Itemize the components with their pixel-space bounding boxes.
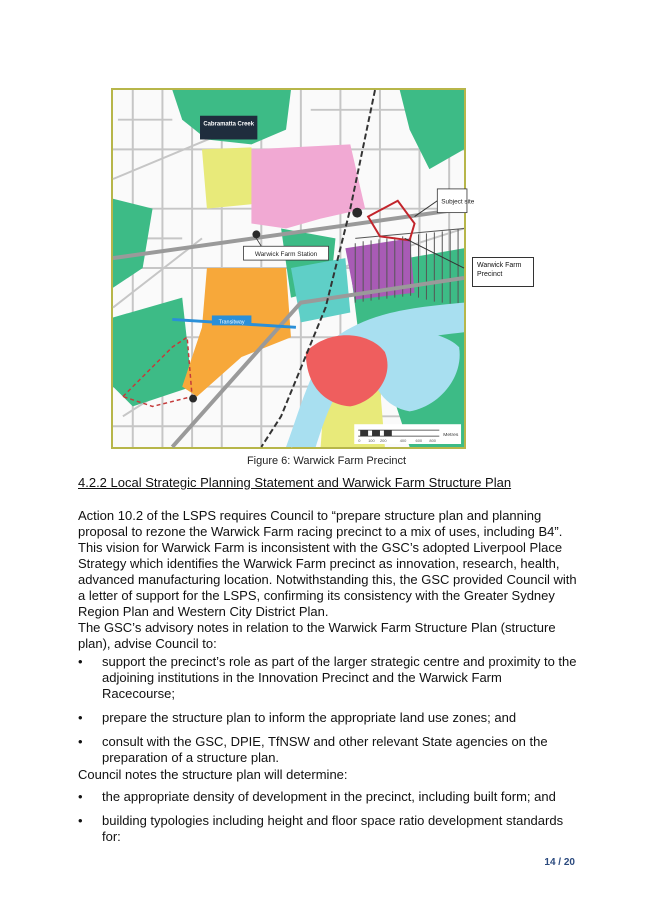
scale-tick-0: 0 (358, 438, 361, 444)
station-dot-mid (252, 230, 260, 238)
green-zone-west (113, 199, 153, 288)
transitway-label: Transitway (218, 319, 245, 326)
scale-tick-800: 800 (429, 438, 436, 444)
section-heading: 4.2.2 Local Strategic Planning Statement and Warwick Farm Structure Plan (78, 475, 512, 490)
scale-unit: Metres (443, 433, 459, 439)
list-item-text: support the precinct’s role as part of the larger strategic centre and proximity to the adjoining institutions in the Innovation Precinct and the Warwick Farm Racecourse; (102, 654, 577, 701)
scale-tick-600: 600 (415, 438, 423, 444)
figure-caption: Figure 6: Warwick Farm Precinct (246, 455, 407, 467)
scale-tick-400: 400 (399, 438, 407, 444)
paragraph-advisory: The GSC’s advisory notes in relation to the Warwick Farm Structure Plan (structure plan), advise Council to: (78, 620, 556, 651)
page-number: 14 / 20 (544, 857, 575, 868)
advisory-list (78, 654, 578, 774)
list-item-text: consult with the GSC, DPIE, TfNSW and other relevant State agencies on the preparation of a structure plan. (102, 734, 548, 765)
teal-zone (291, 258, 350, 322)
list-item-text: the appropriate density of development in the precinct, including built form; and (102, 789, 556, 804)
creek-label-box (200, 116, 257, 140)
transitway-label-box (212, 315, 252, 325)
list-item-text: prepare the structure plan to inform the appropriate land use zones; and (102, 710, 517, 725)
scale-tick-100: 100 (368, 438, 375, 444)
list-item (78, 734, 578, 766)
list-item-text: building typologies including height and floor space ratio development standards for: (102, 813, 564, 844)
station-dot-upper (352, 208, 362, 218)
green-zone-east (400, 90, 464, 169)
precinct-callout (472, 257, 534, 287)
scale-bar (354, 424, 461, 444)
precinct-map (111, 88, 475, 449)
station-dot-low (189, 395, 197, 403)
scale-tick-200: 200 (379, 438, 387, 444)
subject-site-label: Subject site (441, 198, 475, 206)
bullet-icon: • (78, 734, 83, 749)
paragraph-action: Action 10.2 of the LSPS requires Council to “prepare structure plan and planning proposal to rezone the Warwick Farm racing precinct to a mix of uses, including B4”. This vision for Warwick Farm is inconsistent with the GSC’s adopted Liverpool Place Strategy which identifies the Warwick Farm precinct as innovation, research, health, advanced manufacturing location. Notwithstanding this, the GSC provided Council with a letter of support for the LSPS, confirming its consistency with the Greater Sydney Region Plan and Western City District Plan. (78, 508, 577, 619)
station-label: Warwick Farm Station (254, 251, 318, 259)
paragraph-structure-plan: Council notes the structure plan will determine: (78, 767, 348, 782)
map-graphic (113, 90, 475, 447)
bullet-icon: • (78, 789, 83, 804)
creek-label: Cabramatta Creek (203, 121, 255, 128)
bullet-icon: • (78, 813, 83, 828)
bullet-icon: • (78, 654, 83, 669)
bullet-icon: • (78, 710, 83, 725)
list-item (78, 654, 578, 702)
structure-list (78, 789, 578, 853)
list-item (78, 789, 578, 805)
yellow-zone-north (202, 147, 256, 208)
list-item (78, 710, 578, 726)
green-zone-sw (113, 298, 192, 407)
precinct-label: Warwick Farm Precinct (477, 262, 522, 278)
list-item (78, 813, 578, 845)
